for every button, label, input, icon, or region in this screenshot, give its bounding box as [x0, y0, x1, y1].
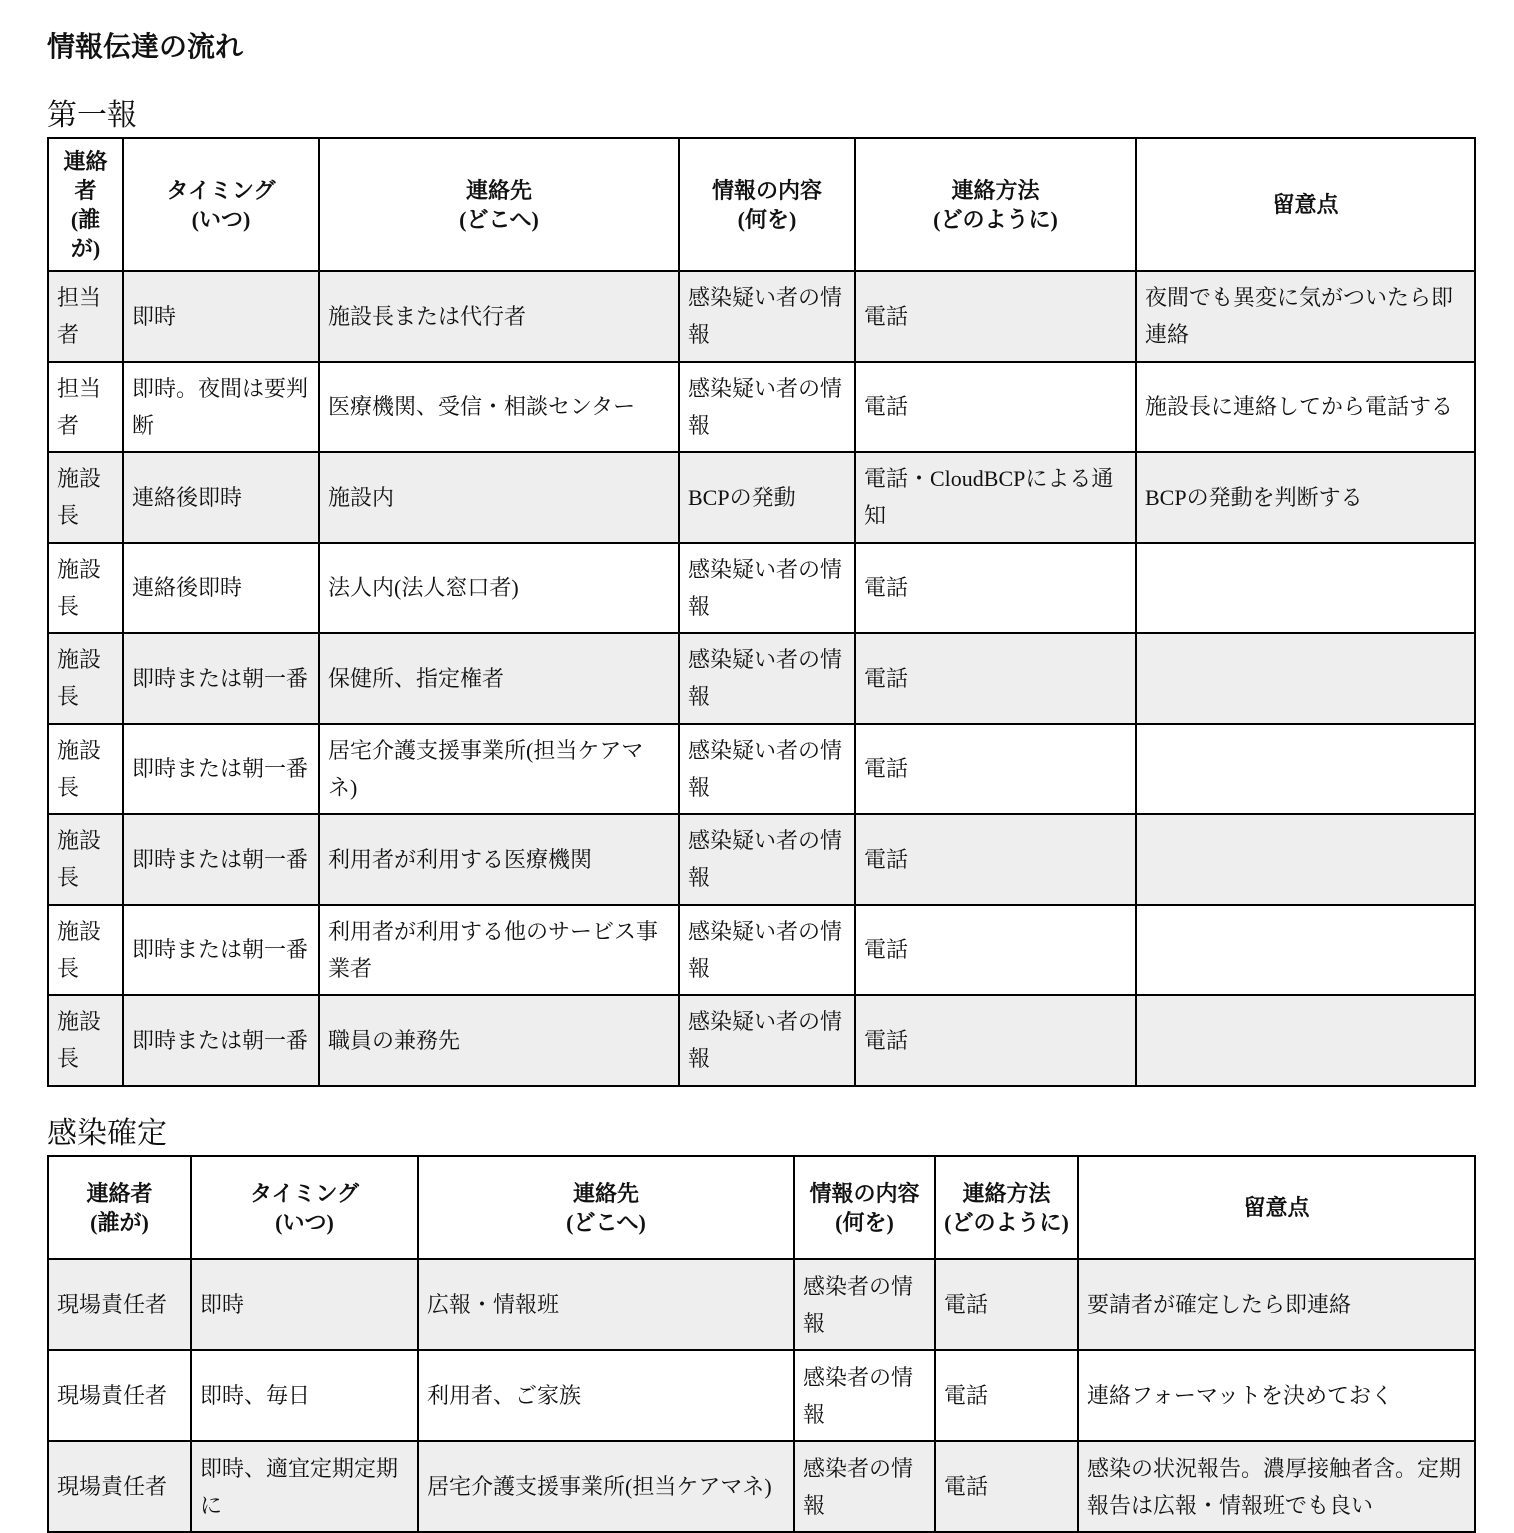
cell-content: 感染者の情報: [794, 1350, 935, 1441]
cell-timing: 連絡後即時: [123, 543, 319, 634]
cell-timing: 即時または朝一番: [123, 724, 319, 815]
cell-contact-person: 施設長: [48, 633, 123, 724]
cell-content: 感染疑い者の情報: [679, 362, 855, 453]
cell-method: 電話: [855, 543, 1136, 634]
cell-destination: 居宅介護支援事業所(担当ケアマネ): [319, 724, 679, 815]
cell-destination: 医療機関、受信・相談センター: [319, 362, 679, 453]
cell-notes: [1136, 633, 1475, 724]
cell-notes: [1136, 543, 1475, 634]
cell-destination: 法人内(法人窓口者): [319, 543, 679, 634]
cell-content: 感染疑い者の情報: [679, 905, 855, 996]
cell-notes: 施設長に連絡してから電話する: [1136, 362, 1475, 453]
cell-destination: 利用者が利用する医療機関: [319, 814, 679, 905]
infection-confirmed-table: [47, 1155, 1476, 1533]
cell-content: 感染者の情報: [794, 1441, 935, 1532]
cell-method: 電話: [855, 905, 1136, 996]
cell-contact-person: 施設長: [48, 995, 123, 1086]
table-row: [48, 1350, 1475, 1441]
cell-contact-person: 施設長: [48, 452, 123, 543]
cell-contact-person: 施設長: [48, 905, 123, 996]
first-report-table: [47, 137, 1476, 1087]
header-timing: タイミング (いつ): [123, 138, 319, 271]
cell-destination: 広報・情報班: [418, 1259, 794, 1350]
cell-timing: 即時: [123, 271, 319, 362]
cell-notes: [1136, 724, 1475, 815]
cell-method: 電話: [855, 362, 1136, 453]
header-notes: 留意点: [1078, 1156, 1475, 1259]
cell-content: 感染疑い者の情報: [679, 543, 855, 634]
cell-timing: 即時または朝一番: [123, 905, 319, 996]
cell-contact-person: 現場責任者: [48, 1441, 191, 1532]
cell-method: 電話: [935, 1441, 1078, 1532]
table-row: [48, 633, 1475, 724]
header-content: 情報の内容 (何を): [794, 1156, 935, 1259]
cell-method: 電話: [855, 995, 1136, 1086]
table-row: [48, 543, 1475, 634]
cell-destination: 保健所、指定権者: [319, 633, 679, 724]
table-header-row: [48, 138, 1475, 271]
cell-destination: 利用者が利用する他のサービス事業者: [319, 905, 679, 996]
cell-method: 電話: [855, 814, 1136, 905]
table-row: [48, 1441, 1475, 1532]
cell-notes: 感染の状況報告。濃厚接触者含。定期報告は広報・情報班でも良い: [1078, 1441, 1475, 1532]
table-row: [48, 362, 1475, 453]
header-contact-person: 連絡者 (誰が): [48, 138, 123, 271]
table-row: [48, 271, 1475, 362]
cell-contact-person: 施設長: [48, 814, 123, 905]
cell-destination: 施設内: [319, 452, 679, 543]
cell-timing: 即時または朝一番: [123, 633, 319, 724]
cell-method: 電話: [855, 724, 1136, 815]
cell-notes: [1136, 814, 1475, 905]
cell-method: 電話・CloudBCPによる通知: [855, 452, 1136, 543]
table-row: [48, 814, 1475, 905]
cell-timing: 即時または朝一番: [123, 995, 319, 1086]
cell-method: 電話: [935, 1259, 1078, 1350]
cell-timing: 即時、毎日: [191, 1350, 418, 1441]
cell-destination: 施設長または代行者: [319, 271, 679, 362]
cell-content: 感染疑い者の情報: [679, 724, 855, 815]
table-row: [48, 905, 1475, 996]
cell-timing: 即時または朝一番: [123, 814, 319, 905]
cell-notes: [1136, 995, 1475, 1086]
cell-timing: 連絡後即時: [123, 452, 319, 543]
header-method: 連絡方法 (どのように): [935, 1156, 1078, 1259]
cell-method: 電話: [855, 271, 1136, 362]
cell-content: 感染者の情報: [794, 1259, 935, 1350]
cell-content: BCPの発動: [679, 452, 855, 543]
cell-contact-person: 施設長: [48, 724, 123, 815]
cell-notes: 夜間でも異変に気がついたら即連絡: [1136, 271, 1475, 362]
cell-content: 感染疑い者の情報: [679, 995, 855, 1086]
cell-content: 感染疑い者の情報: [679, 633, 855, 724]
cell-contact-person: 現場責任者: [48, 1259, 191, 1350]
header-destination: 連絡先 (どこへ): [418, 1156, 794, 1259]
cell-notes: 要請者が確定したら即連絡: [1078, 1259, 1475, 1350]
cell-destination: 利用者、ご家族: [418, 1350, 794, 1441]
cell-method: 電話: [935, 1350, 1078, 1441]
header-notes: 留意点: [1136, 138, 1475, 271]
cell-notes: BCPの発動を判断する: [1136, 452, 1475, 543]
cell-contact-person: 担当者: [48, 362, 123, 453]
cell-destination: 職員の兼務先: [319, 995, 679, 1086]
header-content: 情報の内容 (何を): [679, 138, 855, 271]
cell-destination: 居宅介護支援事業所(担当ケアマネ): [418, 1441, 794, 1532]
cell-contact-person: 担当者: [48, 271, 123, 362]
header-destination: 連絡先 (どこへ): [319, 138, 679, 271]
cell-timing: 即時、適宜定期定期に: [191, 1441, 418, 1532]
cell-notes: 連絡フォーマットを決めておく: [1078, 1350, 1475, 1441]
table-row: [48, 1259, 1475, 1350]
cell-notes: [1136, 905, 1475, 996]
table-header-row: [48, 1156, 1475, 1259]
cell-timing: 即時。夜間は要判断: [123, 362, 319, 453]
page-title: 情報伝達の流れ: [47, 32, 244, 63]
cell-method: 電話: [855, 633, 1136, 724]
cell-contact-person: 施設長: [48, 543, 123, 634]
header-timing: タイミング (いつ): [191, 1156, 418, 1259]
section-heading-infection-confirmed: 感染確定: [47, 1117, 167, 1150]
cell-content: 感染疑い者の情報: [679, 814, 855, 905]
header-contact-person: 連絡者 (誰が): [48, 1156, 191, 1259]
section-heading-first-report: 第一報: [47, 99, 137, 132]
cell-timing: 即時: [191, 1259, 418, 1350]
table-row: [48, 995, 1475, 1086]
cell-contact-person: 現場責任者: [48, 1350, 191, 1441]
table-row: [48, 724, 1475, 815]
header-method: 連絡方法 (どのように): [855, 138, 1136, 271]
table-row: [48, 452, 1475, 543]
cell-content: 感染疑い者の情報: [679, 271, 855, 362]
